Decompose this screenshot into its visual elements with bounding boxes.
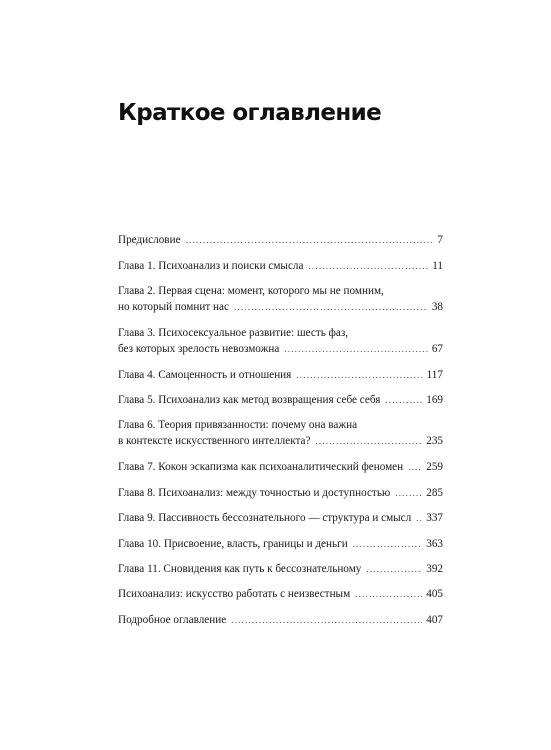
toc-entry bbox=[118, 612, 443, 628]
toc-page-number: 11 bbox=[432, 260, 443, 272]
toc-entry bbox=[118, 561, 443, 577]
toc-entry bbox=[118, 459, 443, 475]
toc-entry-title: Психоанализ: искусство работать с неизвестным bbox=[118, 588, 351, 600]
toc-page-number: 169 bbox=[426, 394, 443, 406]
dot-leader bbox=[366, 561, 422, 577]
dot-leader bbox=[308, 258, 428, 274]
dot-leader bbox=[416, 510, 422, 526]
dot-leader bbox=[408, 459, 422, 475]
toc-entry-title: без которых зрелость невозможна bbox=[118, 343, 280, 355]
toc-page-number: 337 bbox=[426, 512, 443, 524]
toc-entry bbox=[118, 392, 443, 408]
toc-entry-title: Глава 11. Сновидения как путь к бессознательному bbox=[118, 563, 362, 575]
toc-entry-title: в контексте искусственного интеллекта? bbox=[118, 435, 311, 447]
dot-leader bbox=[284, 341, 428, 357]
toc-entry-title: Глава 10. Присвоение, власть, границы и деньги bbox=[118, 538, 348, 550]
dot-leader bbox=[353, 536, 423, 552]
toc-entry-title: Глава 1. Психоанализ и поиски смысла bbox=[118, 260, 304, 272]
toc-entry-title: Глава 8. Психоанализ: между точностью и доступностью bbox=[118, 487, 391, 499]
dot-leader bbox=[186, 232, 434, 248]
toc-page-number: 67 bbox=[431, 343, 443, 355]
toc-page-number: 407 bbox=[426, 614, 443, 626]
toc-entry bbox=[118, 258, 443, 274]
toc-entry bbox=[118, 510, 443, 526]
dot-leader bbox=[395, 485, 422, 501]
toc-entry bbox=[118, 417, 443, 449]
toc-page-number: 259 bbox=[426, 461, 443, 473]
page-title: Краткое оглавление bbox=[118, 100, 382, 126]
dot-leader bbox=[355, 586, 422, 602]
toc-entry bbox=[118, 485, 443, 501]
toc-entry-title-line: Глава 3. Психосексуальное развитие: шесть фаз, bbox=[118, 327, 349, 339]
toc-page-number: 392 bbox=[426, 563, 443, 575]
toc-entry-title-line: Глава 6. Теория привязанности: почему она важна bbox=[118, 419, 358, 431]
dot-leader bbox=[234, 299, 428, 315]
toc-page-number: 363 bbox=[426, 538, 443, 550]
toc-entry bbox=[118, 325, 443, 357]
toc-entry bbox=[118, 586, 443, 602]
toc-entry-title-line: Глава 2. Первая сцена: момент, которого мы не помним, bbox=[118, 285, 384, 297]
toc-entry bbox=[118, 367, 443, 383]
toc-entry bbox=[118, 232, 443, 248]
toc-entry-title: Подробное оглавление bbox=[118, 614, 227, 626]
toc-page-number: 7 bbox=[437, 234, 443, 246]
toc-entry-title: Глава 9. Пассивность бессознательного — структура и смысл bbox=[118, 512, 412, 524]
toc-page-number: 285 bbox=[426, 487, 443, 499]
dot-leader bbox=[231, 612, 422, 628]
toc-entry-title: Предисловие bbox=[118, 234, 181, 246]
toc-entry-title: Глава 7. Кокон эскапизма как психоаналитический феномен bbox=[118, 461, 404, 473]
toc-page-number: 235 bbox=[426, 435, 443, 447]
toc-page-number: 38 bbox=[431, 301, 443, 313]
toc-entry-title: Глава 5. Психоанализ как метод возвращения себе себя bbox=[118, 394, 381, 406]
toc-page-number: 117 bbox=[426, 369, 443, 381]
toc-entry-title: Глава 4. Самоценность и отношения bbox=[118, 369, 292, 381]
toc-entry bbox=[118, 283, 443, 315]
toc-entry-title: но который помнит нас bbox=[118, 301, 229, 313]
toc-entry bbox=[118, 536, 443, 552]
toc-page-number: 405 bbox=[426, 588, 443, 600]
dot-leader bbox=[385, 392, 422, 408]
dot-leader bbox=[296, 367, 422, 383]
dot-leader bbox=[315, 433, 422, 449]
